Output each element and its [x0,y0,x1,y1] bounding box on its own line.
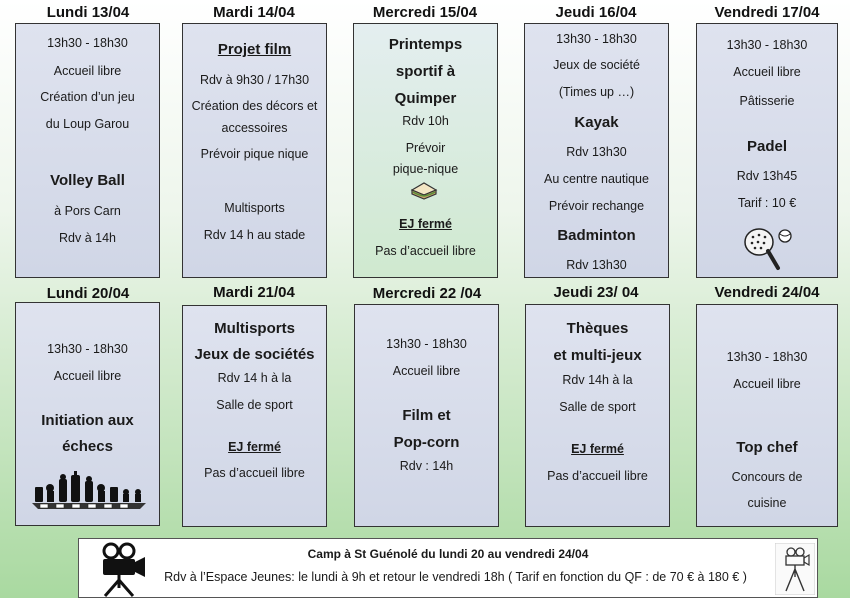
card-mardi-21 [182,305,327,527]
info-text: pique-nique [392,162,459,176]
closed-notice [526,442,669,457]
accueil-text: Accueil libre [53,64,122,78]
activity-title: Thèques [566,320,629,337]
info-text: Pâtisserie [739,94,795,108]
closed-text: EJ fermé [228,440,281,454]
day-title-thu-23: Jeudi 23/ 04 [553,284,639,301]
activity-title: Kayak [574,114,619,131]
hours-text: 13h30 - 18h30 [47,36,128,50]
activity-title: Multisports [214,320,295,337]
accueil-text: Accueil libre [733,65,801,79]
padel-racket-icon [741,224,797,274]
closed-notice [354,217,497,232]
activity-title: Film et [402,407,451,424]
place-text: Salle de sport [216,398,293,412]
rdv-text: Rdv 13h45 [736,169,798,183]
activity-2-title: Badminton [557,227,636,244]
camera-tripod-icon [775,543,815,595]
camp-banner [78,538,818,598]
closed-text: EJ fermé [399,217,452,231]
rdv-2-text: Rdv 13h30 [566,258,627,272]
card-mercredi-22 [354,304,499,527]
info-text: Création d’un jeu [40,90,135,104]
card-vendredi-17 [696,23,838,278]
rdv-text: Rdv à 9h30 / 17h30 [199,73,310,87]
activity-title: échecs [62,438,113,455]
card-mercredi-15 [353,23,498,278]
card-mardi-14 [182,23,327,278]
hours-text: 13h30 - 18h30 [386,337,467,351]
no-access-text: Pas d’accueil libre [547,469,648,483]
activity-title-text: Projet film [217,41,292,58]
activity-title: Quimper [394,90,457,107]
info-text: (Times up …) [558,85,635,99]
card-jeudi-16 [524,23,669,278]
info-text: Prévoir [405,141,446,155]
activity-title [183,41,326,59]
rdv-text: Rdv 10h [402,114,449,128]
sandwich-icon [409,180,439,202]
activity-title: Padel [746,138,788,155]
card-jeudi-23 [525,304,670,527]
info-text: du Loup Garou [45,117,130,131]
day-title-mon-13: Lundi 13/04 [46,4,130,21]
rdv-2-text: Rdv 14 h au stade [203,228,306,242]
chess-pieces-icon [30,471,148,511]
info-text: Prévoir rechange [548,199,645,213]
day-title-mon-20: Lundi 20/04 [46,285,130,302]
no-access-text: Pas d’accueil libre [204,466,305,480]
accueil-text: Accueil libre [53,369,122,383]
day-title-wed-15: Mercredi 15/04 [372,4,478,21]
camp-title: Camp à St Guénolé du lundi 20 au vendredi 24/04 [307,547,589,561]
place-text: à Pors Carn [54,204,121,218]
rdv-text: Rdv : 14h [399,459,454,473]
hours-text: 13h30 - 18h30 [47,342,128,356]
day-title-fri-17: Vendredi 17/04 [714,4,820,21]
activity-title: sportif à [395,63,456,80]
accueil-text: Accueil libre [392,364,461,378]
rdv-text: Rdv 14 h à la [217,371,292,385]
day-title-tue-14: Mardi 14/04 [213,4,295,21]
info-text: cuisine [747,496,787,510]
info-text: Au centre nautique [544,172,649,186]
activity-title: Volley Ball [50,172,125,189]
closed-notice [183,440,326,455]
info-text: Création des décors et [191,99,318,113]
rdv-text: Rdv 13h30 [566,145,627,159]
day-title-tue-21: Mardi 21/04 [213,284,295,301]
price-text: Tarif : 10 € [737,196,797,210]
info-text: Jeux de société [553,58,640,72]
camp-details: Rdv à l’Espace Jeunes: le lundi à 9h et retour le vendredi 18h ( Tarif en fonction du QF : de 70 € à 180 € ) [164,570,747,584]
day-title-fri-24: Vendredi 24/04 [714,284,820,301]
activity-title: Printemps [388,36,463,53]
day-title-wed-22: Mercredi 22 /04 [372,285,482,302]
activity-title: Jeux de sociétés [194,346,315,363]
activity-2-text: Multisports [224,201,285,215]
no-access-text: Pas d’accueil libre [375,244,476,258]
activity-title: Initiation aux [41,412,134,429]
info-text: accessoires [221,121,288,135]
info-text: Prévoir pique nique [200,147,309,161]
hours-text: 13h30 - 18h30 [726,38,808,52]
activity-title: Pop-corn [393,434,460,451]
card-lundi-20 [15,302,160,526]
card-lundi-13 [15,23,160,278]
rdv-text: Rdv 14h à la [562,373,633,387]
info-text: Concours de [731,470,803,484]
hours-text: 13h30 - 18h30 [556,32,637,46]
closed-text: EJ fermé [571,442,624,456]
place-text: Salle de sport [559,400,636,414]
hours-text: 13h30 - 18h30 [726,350,808,364]
accueil-text: Accueil libre [733,377,801,391]
activity-title: Top chef [736,439,798,456]
day-title-thu-16: Jeudi 16/04 [555,4,637,21]
rdv-text: Rdv à 14h [59,231,116,245]
activity-title: et multi-jeux [553,347,642,364]
card-vendredi-24 [696,304,838,527]
